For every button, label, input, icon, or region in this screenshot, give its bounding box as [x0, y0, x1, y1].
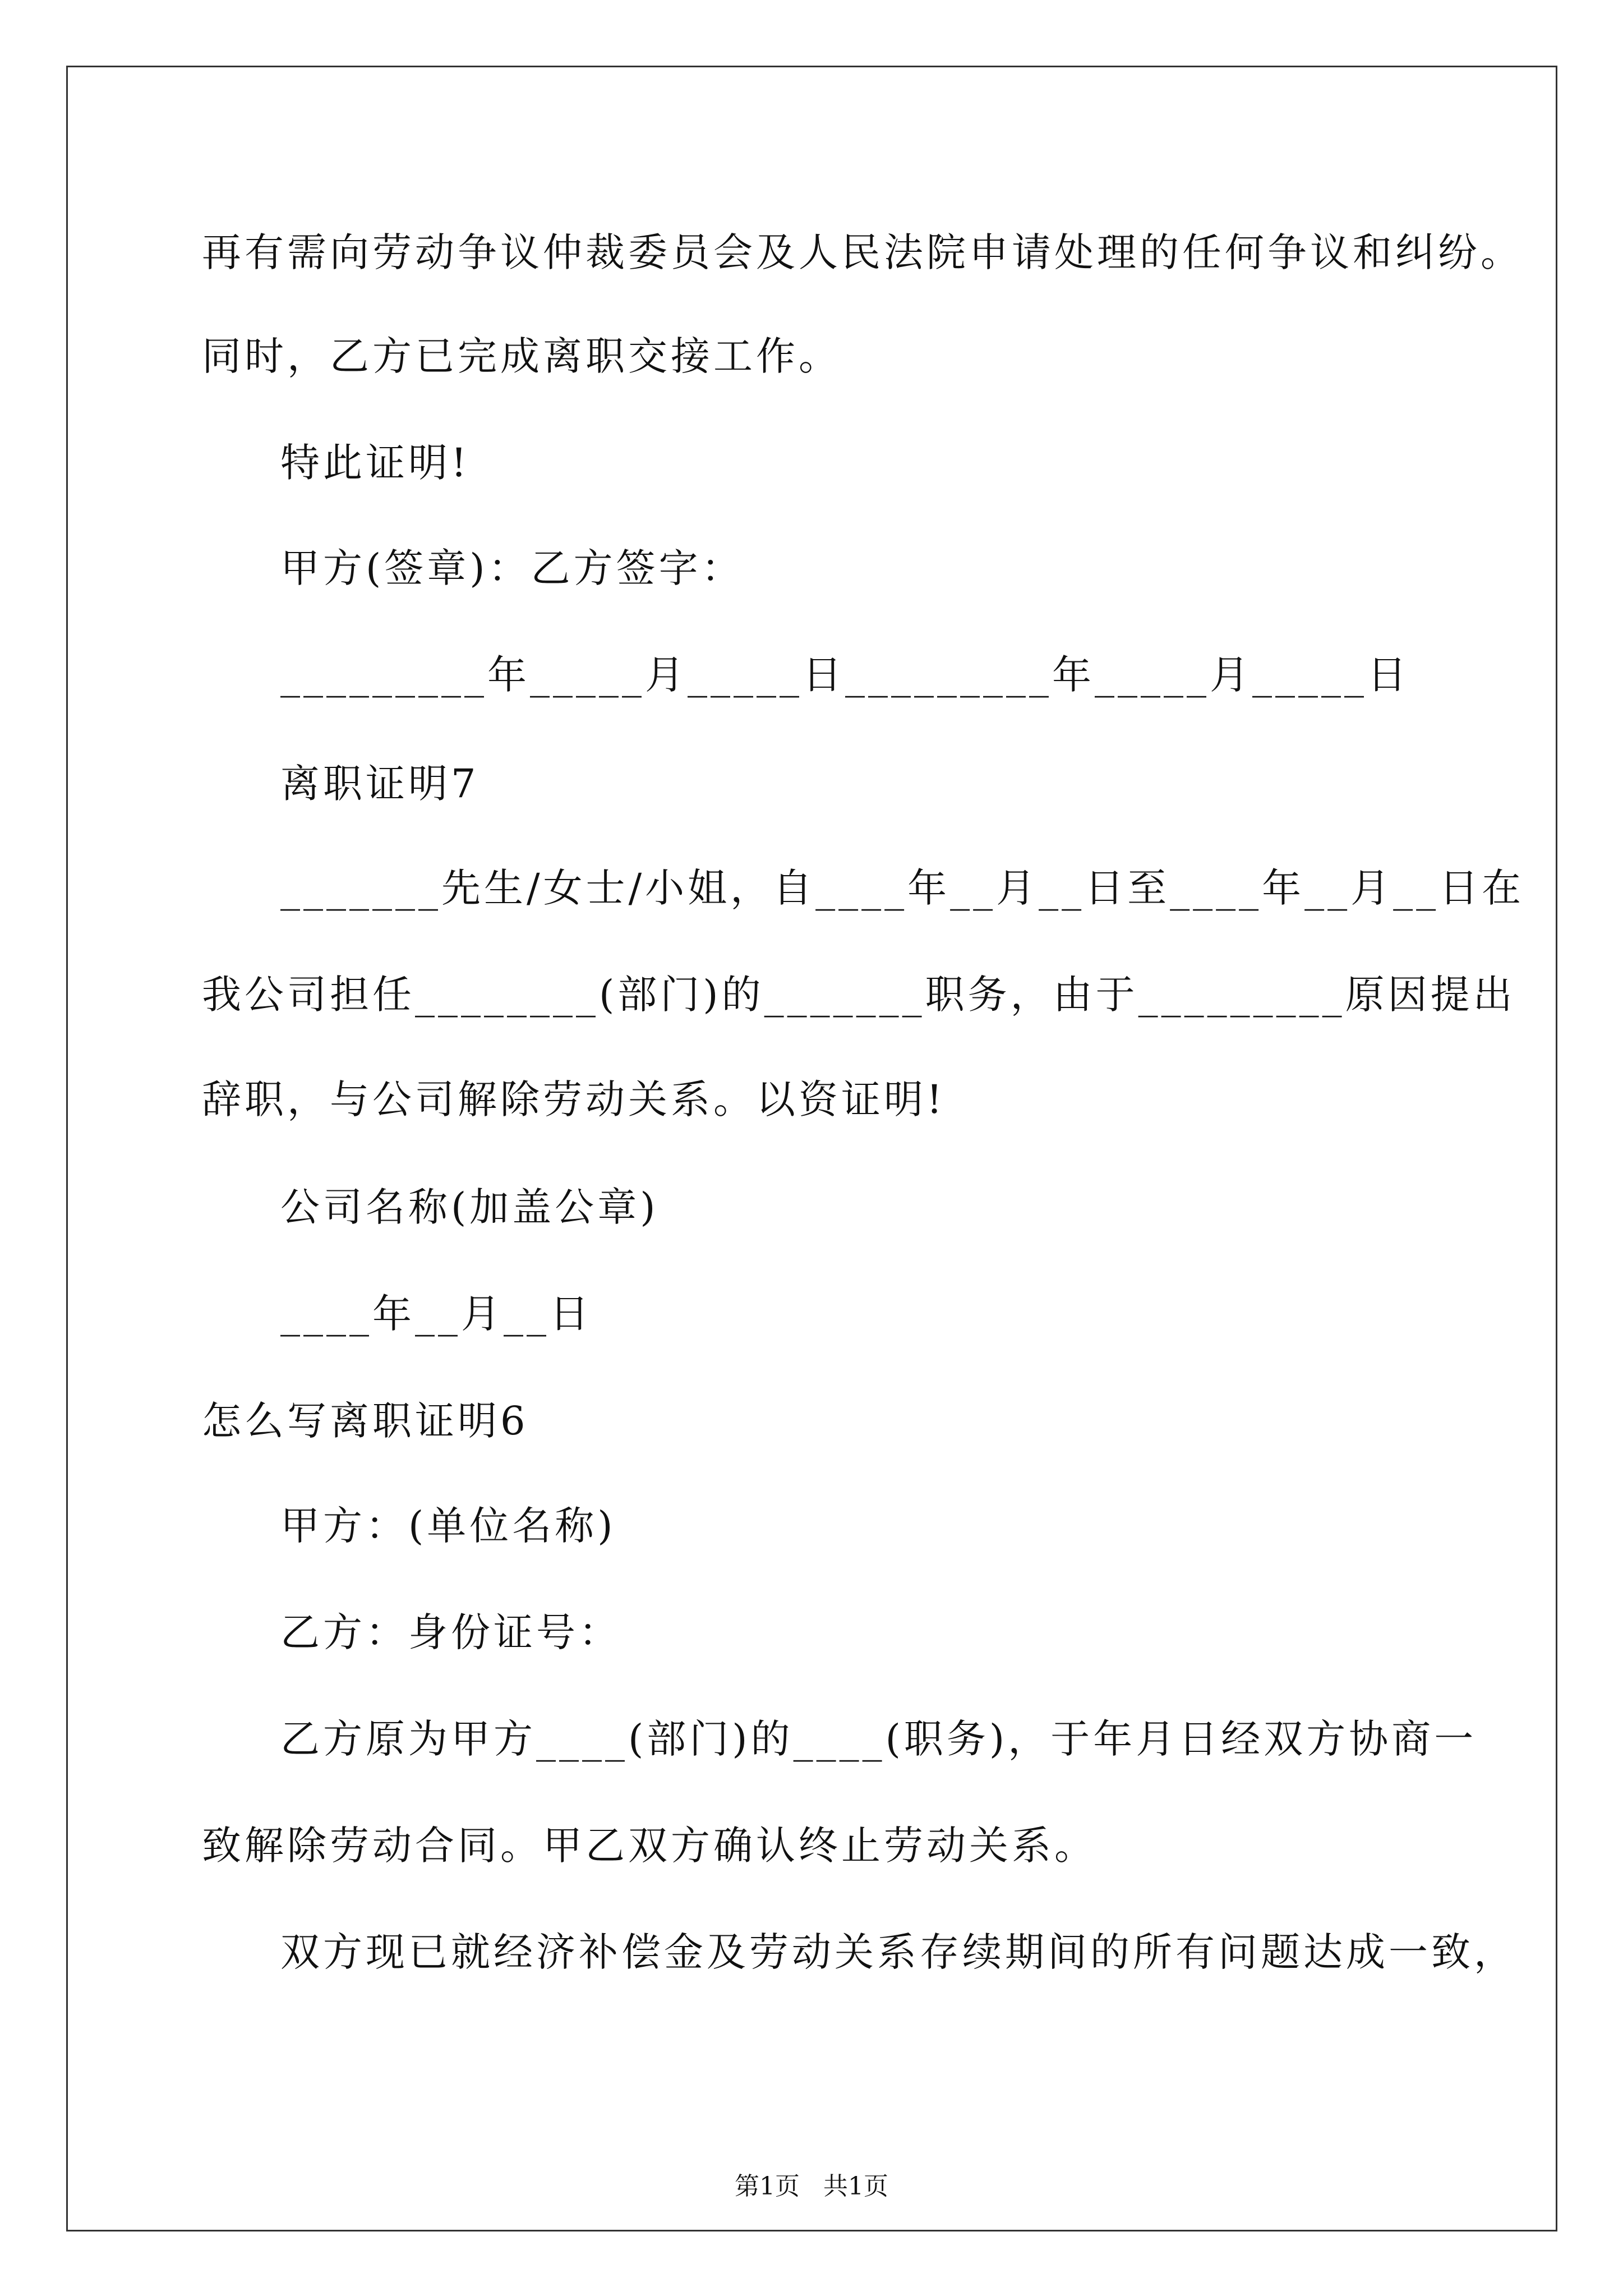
signature-line: 甲方(签章)：乙方签字：	[280, 545, 744, 591]
body-line-2: 同时，乙方已完成离职交接工作。	[202, 333, 841, 379]
section-heading-7: 离职证明7	[280, 761, 479, 807]
body-line-1: 再有需向劳动争议仲裁委员会及人民法院申请处理的任何争议和纠纷。	[202, 229, 1523, 275]
body-line-9: 辞职，与公司解除劳动关系。以资证明!	[202, 1076, 946, 1122]
company-name-line: 公司名称(加盖公章)	[280, 1184, 659, 1230]
page-footer: 第1页 共1页	[735, 2172, 888, 2201]
date-line: ____年__月__日	[280, 1291, 592, 1337]
date-blank-line: _________年_____月_____日_________年_____月_____日	[280, 652, 1410, 698]
body-line-8: 我公司担任________(部门)的_______职务，由于_________原因提出	[202, 972, 1516, 1018]
body-line-3: 特此证明!	[280, 440, 471, 486]
page-border	[66, 66, 1557, 2231]
party-b-line: 乙方：身份证号：	[280, 1609, 621, 1655]
body-line-17: 双方现已就经济补偿金及劳动关系存续期间的所有问题达成一致，	[280, 1929, 1516, 1975]
section-heading-6: 怎么写离职证明6	[202, 1398, 529, 1444]
party-a-line: 甲方：(单位名称)	[280, 1503, 616, 1549]
body-line-15: 乙方原为甲方____(部门)的____(职务)，于年月日经双方协商一	[280, 1716, 1477, 1762]
body-line-16: 致解除劳动合同。甲乙双方确认终止劳动关系。	[202, 1823, 1097, 1869]
body-line-7: _______先生/女士/小姐，自____年__月__日至____年__月__日在	[280, 865, 1525, 911]
